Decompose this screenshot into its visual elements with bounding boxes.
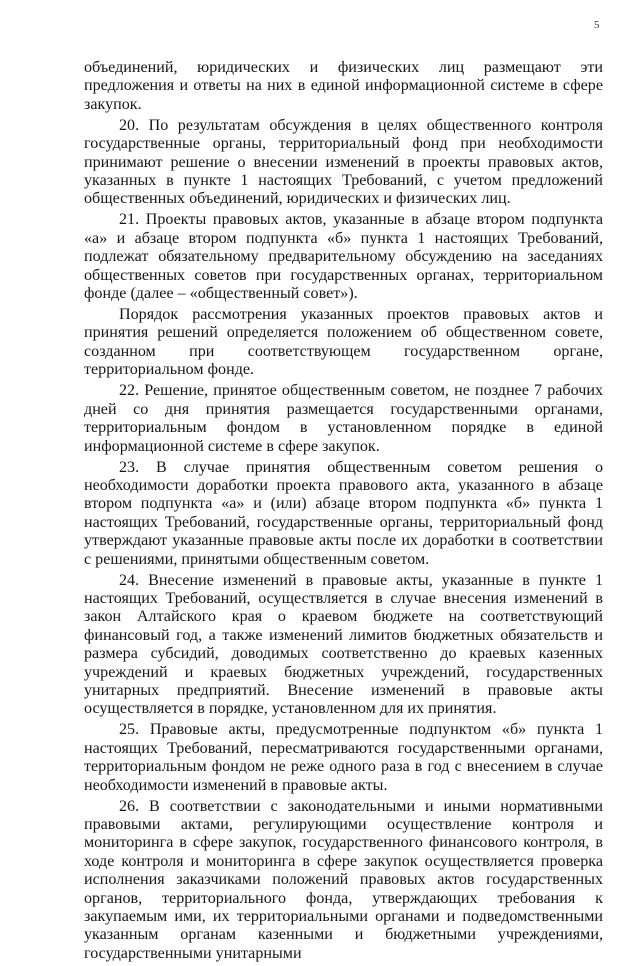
paragraph-26: 26. В соответствии с законодательными и иными нормативными правовыми актами, регулирующими осуществление контроля и мониторинга в сфере закупок, государственного финансового контроля, в ходе контроля и мониторинга в сфере закупок осуществляется проверка исполнения заказчиками положений правовых актов государственных органов, территориального фонда, утверждающих требования к закупаемым ими, их территориальными органами и подведомственными указанным органам казенными и бюджетными учреждениями, государственными унитарными <box>84 797 603 962</box>
paragraph-23: 23. В случае принятия общественным советом решения о необходимости доработки проекта правового акта, указанного в абзаце втором подпункта «а» и (или) абзаце втором подпункта «б» пункта 1 настоящих Требований, государственные органы, территориальный фонд утверждают указанные правовые акты после их доработки в соответствии с решениями, принятыми общественным советом. <box>84 458 603 568</box>
paragraph-22: 22. Решение, принятое общественным советом, не позднее 7 рабочих дней со дня принятия размещается государственными органами, территориальным фондом в установленном порядке в единой информационной системе в сфере закупок. <box>84 382 603 455</box>
paragraph-24: 24. Внесение изменений в правовые акты, указанные в пункте 1 настоящих Требований, осуществляется в случае внесения изменений в закон Алтайского края о краевом бюджете на соответствующий финансовый год, а также изменений лимитов бюджетных обязательств и размера субсидий, доводимых соответственно до краевых казенных учреждений и краевых бюджетных учреждений, государственных унитарных предприятий. Внесение изменений в правовые акты осуществляется в порядке, установленном для их принятия. <box>84 571 603 718</box>
paragraph-25: 25. Правовые акты, предусмотренные подпунктом «б» пункта 1 настоящих Требований, пересматриваются государственными органами, территориальным фондом не реже одного раза в год с внесением в случае необходимости изменений в правовые акты. <box>84 721 603 794</box>
paragraph-21-procedure: Порядок рассмотрения указанных проектов правовых актов и принятия решений определяется положением об общественном совете, созданном при соответствующем государственном органе, территориальном фонде. <box>84 306 603 379</box>
page-number: 5 <box>594 19 600 31</box>
document-body <box>84 59 603 966</box>
paragraph-20: 20. По результатам обсуждения в целях общественного контроля государственные органы, территориальный фонд при необходимости принимают решение о внесении изменений в проекты правовых актов, указанных в пункте 1 настоящих Требований, с учетом предложений общественных объединений, юридических и физических лиц. <box>84 116 603 208</box>
paragraph-21: 21. Проекты правовых актов, указанные в абзаце втором подпункта «а» и абзаце втором подпункта «б» пункта 1 настоящих Требований, подлежат обязательному предварительному обсуждению на заседаниях общественных советов при государственных органах, территориальном фонде (далее – «общественный совет»). <box>84 211 603 303</box>
paragraph-continuation: объединений, юридических и физических лиц размещают эти предложения и ответы на них в единой информационной системе в сфере закупок. <box>84 59 603 113</box>
